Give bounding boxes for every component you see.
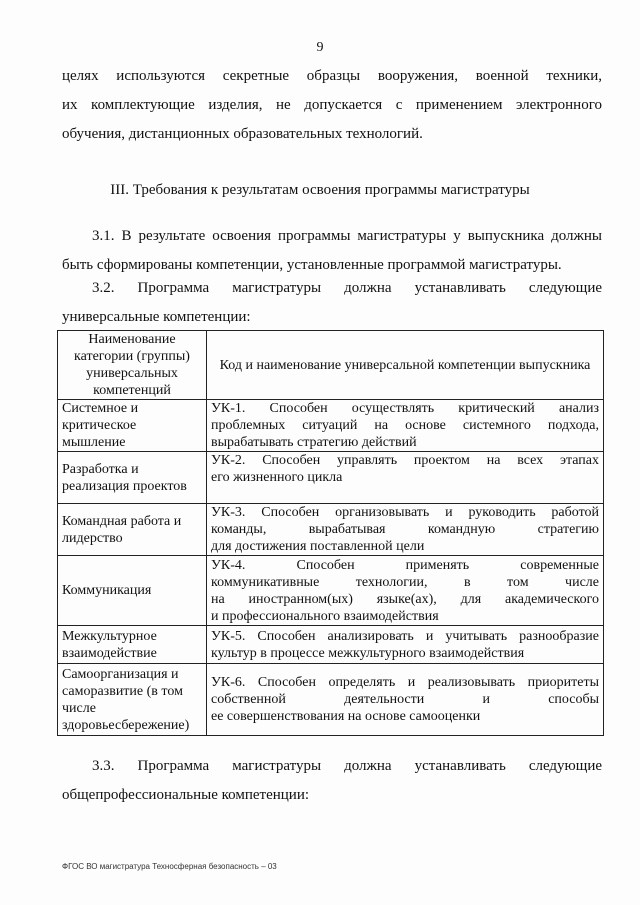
text-line: целях используются секретные образцы вооружения, военной техники, [62, 68, 602, 84]
table-cell-category: Самоорганизация и саморазвитие (в том числе здоровьесбережение) [58, 664, 207, 736]
table-row [58, 452, 604, 504]
table-row [58, 626, 604, 664]
table-row [58, 400, 604, 452]
table-header-row [58, 331, 604, 400]
competency-line: его жизненного цикла [211, 470, 343, 485]
competency-line: культур в процессе межкультурного взаимодействия [211, 645, 525, 661]
section-title: III. Требования к результатам освоения программы магистратуры [110, 182, 530, 198]
competency-line: и профессионального взаимодействия [211, 608, 439, 624]
text-line: 3.2. Программа магистратуры должна устанавливать следующие [92, 280, 602, 296]
competency-line: УК-3. Способен организовывать и руководить работой [211, 505, 599, 520]
competency-line: вырабатывать стратегию действий [211, 435, 417, 450]
table-cell-competency [207, 504, 604, 556]
competency-line: УК-2. Способен управлять проектом на всех этапах [211, 453, 599, 468]
table-cell-category: Командная работа и лидерство [58, 504, 207, 556]
table-header-code: Код и наименование универсальной компетенции выпускника [207, 331, 604, 400]
table-cell-competency [207, 556, 604, 626]
page-number: 9 [316, 40, 324, 55]
competency-line: собственной деятельности и способы [211, 692, 599, 707]
competency-line: УК-1. Способен осуществлять критический анализ [211, 401, 599, 416]
table-row [58, 504, 604, 556]
text-line: быть сформированы компетенции, установленные программой магистратуры. [62, 257, 562, 273]
competency-line: ее совершенствования на основе самооценки [211, 709, 481, 724]
table-cell-category: Разработка и реализация проектов [58, 452, 207, 504]
table-cell-competency [207, 400, 604, 452]
table-row [58, 664, 604, 736]
paragraph-3-2 [62, 274, 602, 332]
competency-line: на иностранном(ых) языке(ах), для академического [211, 591, 599, 607]
table-cell-category: Системное и критическое мышление [58, 400, 207, 452]
text-line: 3.3. Программа магистратуры должна устанавливать следующие [92, 758, 602, 774]
text-line: 3.1. В результате освоения программы магистратуры у выпускника должны [92, 228, 602, 244]
table-cell-category: Коммуникация [58, 556, 207, 626]
competency-line: УК-6. Способен определять и реализовывать приоритеты [211, 675, 599, 690]
paragraph-3-1 [62, 222, 602, 280]
competency-line: команды, вырабатывая командную стратегию [211, 522, 599, 537]
page-footer: ФГОС ВО магистратура Техносферная безопасность – 03 [62, 862, 277, 871]
text-line: универсальные компетенции: [62, 309, 251, 325]
table-header-category: Наименование категории (группы) универсальных компетенций [58, 331, 207, 400]
competencies-table [57, 330, 604, 736]
table-cell-competency [207, 664, 604, 736]
text-line: общепрофессиональные компетенции: [62, 787, 310, 803]
table-row [58, 556, 604, 626]
table-cell-competency [207, 452, 604, 504]
table-cell-category: Межкультурное взаимодействие [58, 626, 207, 664]
competency-line: УК-4. Способен применять современные [211, 557, 599, 573]
competency-line: коммуникативные технологии, в том числе [211, 574, 599, 590]
text-line: их комплектующие изделия, не допускается с применением электронного [62, 97, 602, 113]
paragraph-3-3 [62, 752, 602, 810]
competency-line: для достижения поставленной цели [211, 539, 425, 554]
competency-line: проблемных ситуаций на основе системного подхода, [211, 418, 599, 433]
table-cell-competency [207, 626, 604, 664]
intro-paragraph [62, 62, 602, 149]
text-line: обучения, дистанционных образовательных технологий. [62, 126, 423, 142]
competency-line: УК-5. Способен анализировать и учитывать разнообразие [211, 628, 599, 644]
